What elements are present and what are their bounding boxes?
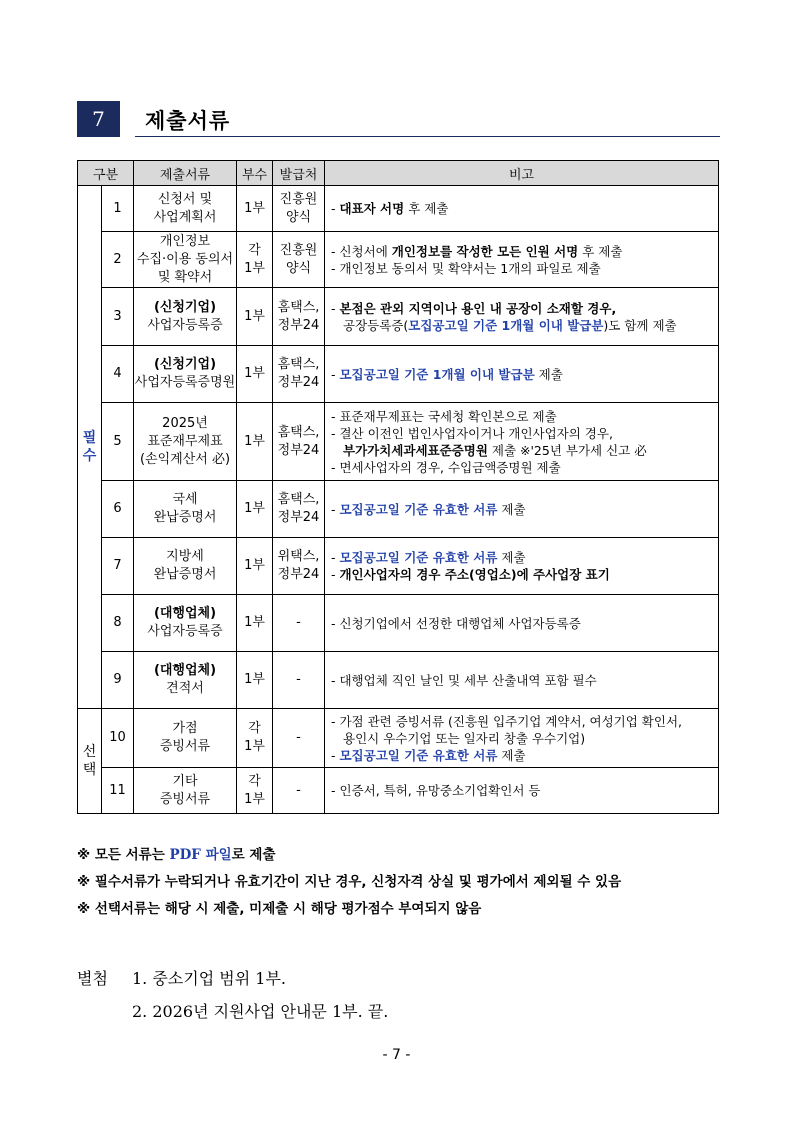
copies: 1부 (237, 538, 273, 595)
document-name: (대행업체) 사업자등록증 (134, 595, 237, 652)
issuer: - (273, 595, 325, 652)
attachments (77, 968, 388, 1034)
footnote-required: ※ 필수서류가 누락되거나 유효기간이 지난 경우, 신청자격 상실 및 평가에서 제외될 수 있음 (77, 874, 622, 890)
copies: 1부 (237, 346, 273, 403)
notes: - 대표자 서명 후 제출 (325, 186, 719, 232)
copies: 각 1부 (237, 232, 273, 288)
row-number: 6 (102, 481, 134, 538)
section-number: 7 (77, 101, 120, 137)
section-title: 제출서류 (145, 109, 231, 133)
issuer: - (273, 709, 325, 768)
row-number: 3 (102, 288, 134, 346)
section-rule (135, 136, 720, 137)
table-row (78, 346, 719, 403)
document-name: 신청서 및 사업계획서 (134, 186, 237, 232)
issuer: 위택스, 정부24 (273, 538, 325, 595)
document-name: 기타 증빙서류 (134, 768, 237, 814)
footnote-optional: ※ 선택서류는 해당 시 제출, 미제출 시 해당 평가점수 부여되지 않음 (77, 901, 482, 917)
issuer: 홈택스, 정부24 (273, 288, 325, 346)
notes: - 본점은 관외 지역이나 용인 내 공장이 소재할 경우, 공장등록증(모집공고일 기준 1개월 이내 발급분)도 함께 제출 (325, 288, 719, 346)
issuer: 홈택스, 정부24 (273, 403, 325, 481)
row-number: 1 (102, 186, 134, 232)
copies: 1부 (237, 652, 273, 709)
issuer: 진흥원 양식 (273, 186, 325, 232)
row-number: 9 (102, 652, 134, 709)
section-header (77, 101, 720, 139)
document-name: 지방세 완납증명서 (134, 538, 237, 595)
footnote-pdf: ※ 모든 서류는 PDF 파일로 제출 (77, 847, 276, 863)
attachment-label: 별첨 (77, 969, 108, 988)
copies: 1부 (237, 595, 273, 652)
copies: 1부 (237, 288, 273, 346)
table-row (78, 595, 719, 652)
copies: 각 1부 (237, 709, 273, 768)
table-row (78, 186, 719, 232)
table-row (78, 538, 719, 595)
row-number: 7 (102, 538, 134, 595)
document-name: 개인정보 수집·이용 동의서 및 확약서 (134, 232, 237, 288)
table-row (78, 481, 719, 538)
document-name: (신청기업) 사업자등록증 (134, 288, 237, 346)
table-row (78, 403, 719, 481)
table-row (78, 232, 719, 288)
row-number: 2 (102, 232, 134, 288)
header-document: 제출서류 (134, 161, 237, 186)
header-notes: 비고 (325, 161, 719, 186)
notes: - 표준재무제표는 국세청 확인본으로 제출 - 결산 이전인 법인사업자이거나 개인사업자의 경우, 부가가치세과세표준증명원 제출 ※'25년 부가세 신고 必 - 면세사업자의 경우, 수입금액증명원 제출 (325, 403, 719, 481)
attachment-2: 2. 2026년 지원사업 안내문 1부. 끝. (132, 1002, 389, 1021)
notes: - 모집공고일 기준 1개월 이내 발급분 제출 (325, 346, 719, 403)
header-category: 구분 (78, 161, 134, 186)
row-number: 10 (102, 709, 134, 768)
attachment-1: 별첨 1. 중소기업 범위 1부. (77, 969, 286, 988)
notes: - 신청서에 개인정보를 작성한 모든 인원 서명 후 제출 - 개인정보 동의서 및 확약서는 1개의 파일로 제출 (325, 232, 719, 288)
row-number: 4 (102, 346, 134, 403)
category-required: 필 수 (78, 186, 102, 709)
notes: - 모집공고일 기준 유효한 서류 제출 (325, 481, 719, 538)
pdf-file-text: PDF 파일 (169, 847, 232, 863)
table-row (78, 288, 719, 346)
notes: - 대행업체 직인 날인 및 세부 산출내역 포함 필수 (325, 652, 719, 709)
row-number: 8 (102, 595, 134, 652)
page-number: - 7 - (382, 1047, 411, 1063)
row-number: 5 (102, 403, 134, 481)
table-body (78, 186, 719, 814)
documents-table (77, 160, 719, 814)
table-row (78, 709, 719, 768)
issuer: 진흥원 양식 (273, 232, 325, 288)
copies: 1부 (237, 186, 273, 232)
issuer: - (273, 768, 325, 814)
notes: - 모집공고일 기준 유효한 서류 제출 - 개인사업자의 경우 주소(영업소)에 주사업장 표기 (325, 538, 719, 595)
issuer: 홈택스, 정부24 (273, 346, 325, 403)
notes: - 인증서, 특허, 유망중소기업확인서 등 (325, 768, 719, 814)
category-optional: 선 택 (78, 709, 102, 814)
issuer: - (273, 652, 325, 709)
notes: - 가점 관련 증빙서류 (진흥원 입주기업 계약서, 여성기업 확인서, 용인시 우수기업 또는 일자리 창출 우수기업) - 모집공고일 기준 유효한 서류 제출 (325, 709, 719, 768)
document-name: (대행업체) 견적서 (134, 652, 237, 709)
row-number: 11 (102, 768, 134, 814)
copies: 1부 (237, 481, 273, 538)
issuer: 홈택스, 정부24 (273, 481, 325, 538)
header-copies: 부수 (237, 161, 273, 186)
table-row (78, 652, 719, 709)
document-name: (신청기업) 사업자등록증명원 (134, 346, 237, 403)
document-name: 국세 완납증명서 (134, 481, 237, 538)
document-name: 가점 증빙서류 (134, 709, 237, 768)
copies: 각 1부 (237, 768, 273, 814)
header-issuer: 발급처 (273, 161, 325, 186)
document-name: 2025년 표준재무제표 (손익계산서 必) (134, 403, 237, 481)
copies: 1부 (237, 403, 273, 481)
table-header-row (78, 161, 719, 186)
notes: - 신청기업에서 선정한 대행업체 사업자등록증 (325, 595, 719, 652)
footnotes (77, 846, 727, 927)
table-row (78, 768, 719, 814)
